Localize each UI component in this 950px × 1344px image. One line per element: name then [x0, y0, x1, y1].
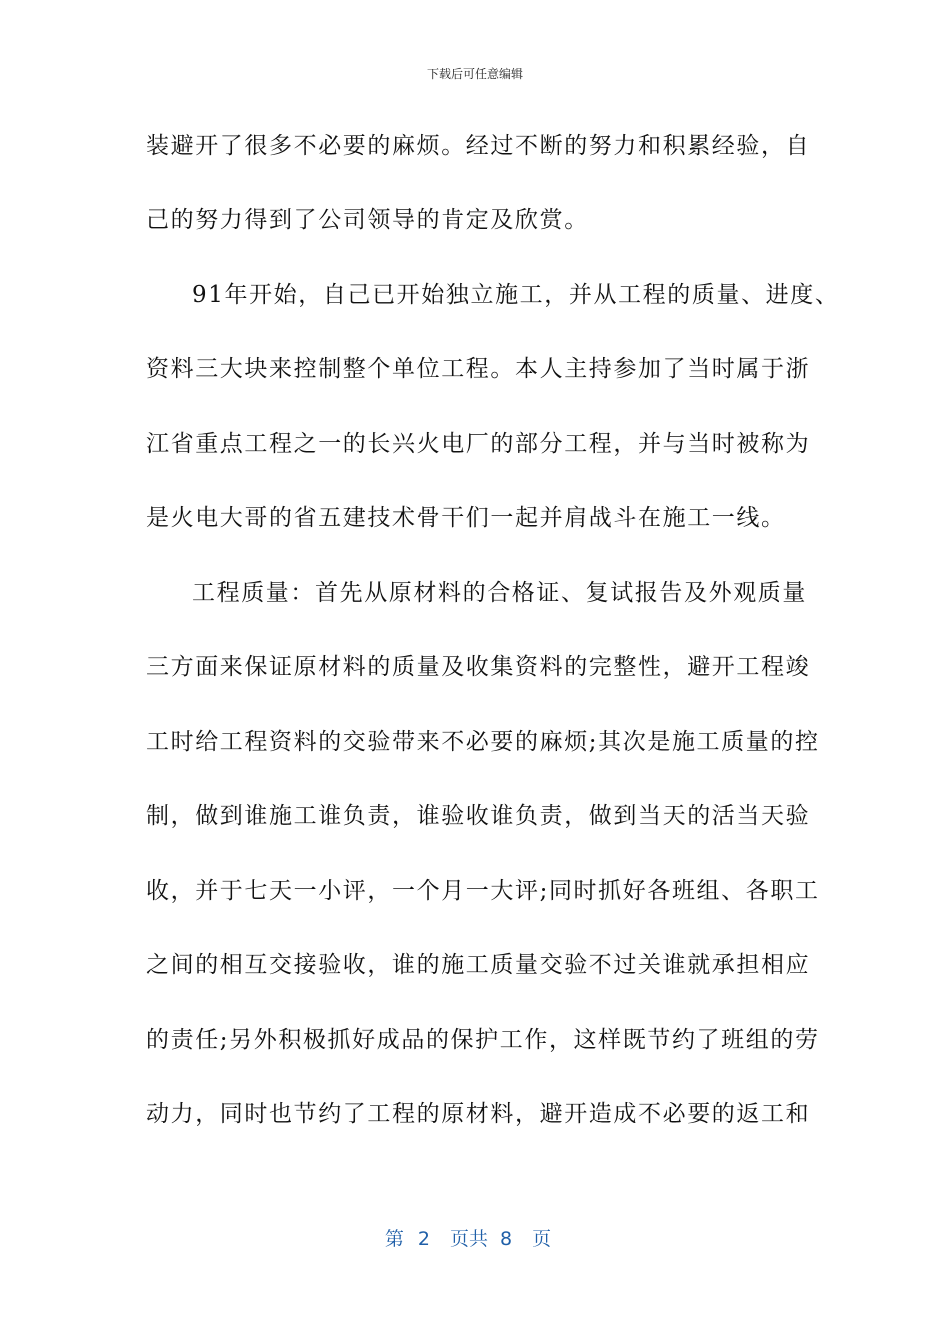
total-pages-number: 8 [500, 1228, 513, 1250]
text-line: 三方面来保证原材料的质量及收集资料的完整性，避开工程竣 [146, 654, 811, 680]
text-line: 制，做到谁施工谁负责，谁验收谁负责，做到当天的活当天验 [146, 803, 811, 829]
text-line: 工时给工程资料的交验带来不必要的麻烦;其次是施工质量的控 [146, 729, 820, 755]
text-line: 江省重点工程之一的长兴火电厂的部分工程，并与当时被称为 [146, 431, 811, 457]
text-line: 己的努力得到了公司领导的肯定及欣赏。 [146, 207, 589, 233]
paragraph-start-line: 工程质量：首先从原材料的合格证、复试报告及外观质量 [192, 580, 807, 606]
footer-middle: 页共 [449, 1228, 488, 1250]
paragraph-start-line: 91年开始，自己已开始独立施工，并从工程的质量、进度、 [192, 282, 840, 308]
text-line: 的责任;另外积极抓好成品的保护工作，这样既节约了班组的劳 [146, 1027, 820, 1053]
page-footer [0, 1226, 950, 1252]
text-line: 装避开了很多不必要的麻烦。经过不断的努力和积累经验，自 [146, 133, 811, 159]
text-line: 动力，同时也节约了工程的原材料，避开造成不必要的返工和 [146, 1101, 811, 1127]
text-line: 是火电大哥的省五建技术骨干们一起并肩战斗在施工一线。 [146, 505, 786, 531]
page-header: 下载后可任意编辑 [426, 67, 523, 81]
text-line: 收，并于七天一小评，一个月一大评;同时抓好各班组、各职工 [146, 878, 820, 904]
current-page-number: 2 [417, 1228, 430, 1250]
text-line: 之间的相互交接验收，谁的施工质量交验不过关谁就承担相应 [146, 952, 811, 978]
footer-prefix: 第 [384, 1228, 404, 1250]
footer-suffix: 页 [532, 1228, 552, 1250]
text-line: 资料三大块来控制整个单位工程。本人主持参加了当时属于浙 [146, 356, 811, 382]
